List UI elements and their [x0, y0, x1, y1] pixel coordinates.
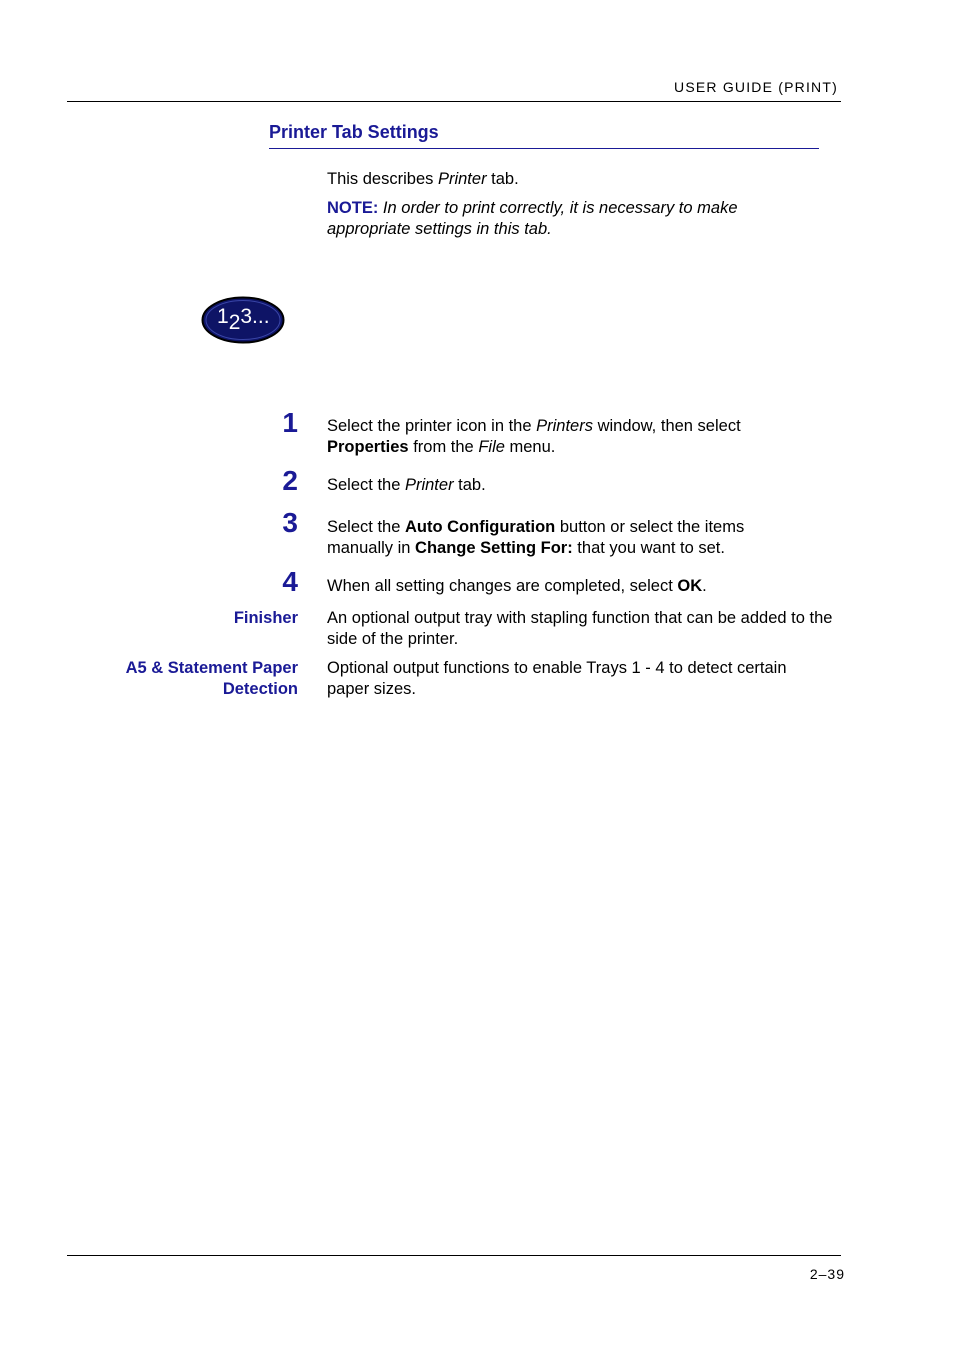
header-rule: [67, 101, 841, 102]
definition-term: A5 & Statement Paper Detection: [125, 659, 298, 698]
note-label: NOTE:: [327, 199, 379, 217]
definition-text: Optional output functions to enable Trays 1 - 4 to detect certain paper sizes.: [327, 659, 787, 698]
note-paragraph: NOTE: In order to print correctly, it is necessary to make appropriate settings in this tab.: [327, 199, 738, 238]
intro-paragraph: This describes Printer tab.: [327, 170, 519, 188]
section-title-rule: [269, 148, 819, 149]
step-number: 4: [282, 566, 298, 597]
section-title: Printer Tab Settings: [269, 122, 439, 142]
footer-rule: [67, 1255, 841, 1256]
definition-term: Finisher: [233, 609, 298, 627]
step-text: Select the Printer tab.: [327, 476, 486, 494]
running-header: USER GUIDE (PRINT): [674, 79, 838, 95]
steps-badge-icon: 123...: [201, 296, 285, 344]
definition-text: An optional output tray with stapling function that can be added to the side of the printer.: [327, 609, 833, 648]
step-number: 2: [282, 465, 298, 496]
step-text: Select the Auto Configuration button or select the items manually in Change Setting For: that you want to set.: [327, 518, 745, 557]
step-text: Select the printer icon in the Printers window, then select Properties from the File menu.: [327, 417, 741, 456]
page-number: 2–39: [809, 1266, 845, 1282]
step-number: 3: [282, 507, 298, 538]
step-text: When all setting changes are completed, select OK.: [327, 577, 707, 595]
step-number: 1: [282, 407, 298, 438]
